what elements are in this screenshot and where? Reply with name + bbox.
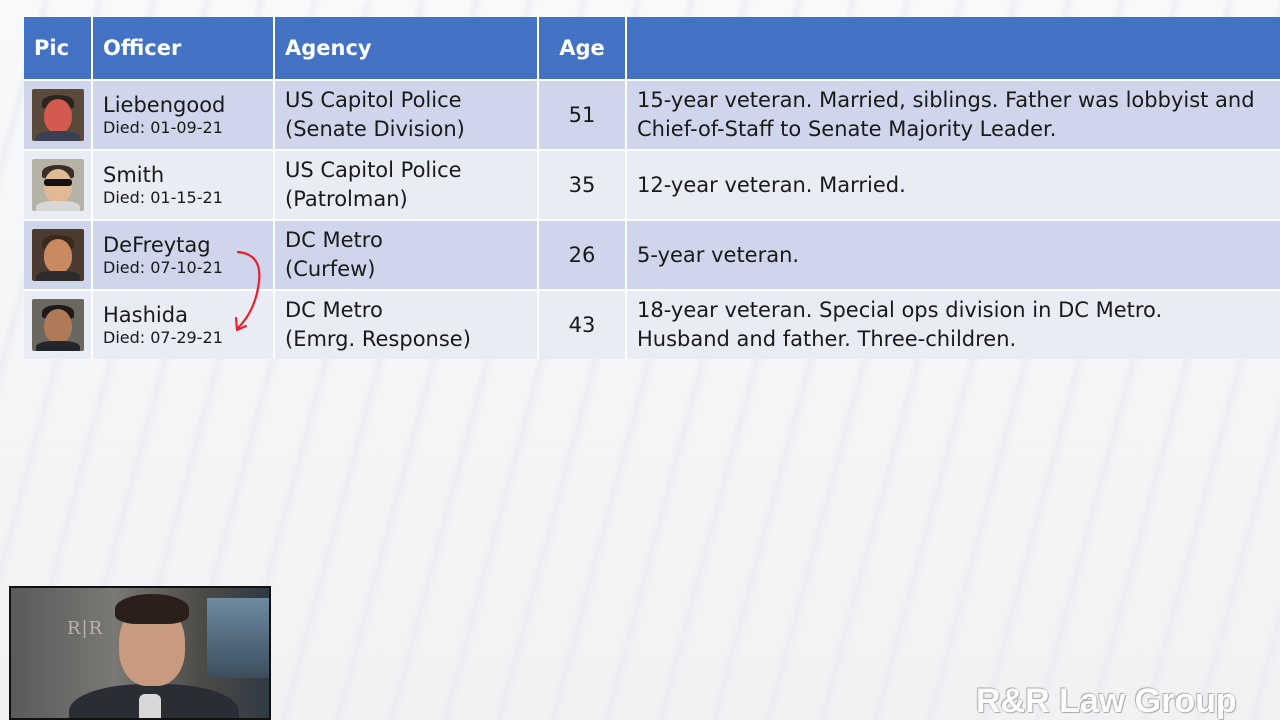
header-officer: Officer [92, 17, 274, 80]
agency-name: US Capitol Police [285, 158, 462, 182]
microphone-icon [139, 694, 161, 720]
notes-line: 18-year veteran. Special ops division in DC Metro. [637, 298, 1163, 322]
agency-division: (Patrolman) [285, 187, 408, 211]
officer-died-date: Died: 07-10-21 [103, 258, 223, 277]
header-age: Age [538, 17, 626, 80]
notes-cell [626, 290, 1280, 359]
agency-division: (Curfew) [285, 257, 376, 281]
webcam-window [207, 598, 271, 678]
agency-division: (Senate Division) [285, 117, 465, 141]
officer-name: Smith [103, 163, 165, 187]
officer-cell [92, 150, 274, 220]
officer-photo-liebengood [32, 89, 84, 141]
header-agency: Agency [274, 17, 538, 80]
age-cell: 43 [538, 290, 626, 359]
table-header-row [24, 17, 1280, 80]
officer-cell [92, 290, 274, 359]
agency-name: US Capitol Police [285, 88, 462, 112]
officer-died-date: Died: 01-15-21 [103, 188, 223, 207]
agency-name: DC Metro [285, 228, 383, 252]
table-row [24, 290, 1280, 359]
officer-died-date: Died: 07-29-21 [103, 328, 223, 347]
officer-photo-defreytag [32, 229, 84, 281]
pic-cell [24, 290, 92, 359]
notes-cell [626, 220, 1280, 290]
pic-cell [24, 150, 92, 220]
age-cell: 51 [538, 80, 626, 150]
officer-photo-smith [32, 159, 84, 211]
notes-line: Husband and father. Three-children. [637, 327, 1017, 351]
notes-cell [626, 80, 1280, 150]
notes-line: 15-year veteran. Married, siblings. Father was lobbyist and [637, 88, 1255, 112]
watermark-logo: R&R Law Group [976, 682, 1237, 720]
officer-name: Liebengood [103, 93, 226, 117]
pic-cell [24, 80, 92, 150]
header-pic: Pic [24, 17, 92, 80]
presenter-hair [115, 594, 189, 624]
table-row [24, 220, 1280, 290]
officer-name: Hashida [103, 303, 188, 327]
pic-cell [24, 220, 92, 290]
webcam-backdrop-logo: R|R [67, 618, 104, 639]
presenter-webcam [9, 586, 271, 720]
table-row [24, 150, 1280, 220]
notes-line: 5-year veteran. [637, 242, 800, 267]
notes-cell [626, 150, 1280, 220]
officer-died-date: Died: 01-09-21 [103, 118, 223, 137]
agency-name: DC Metro [285, 298, 383, 322]
agency-cell [274, 80, 538, 150]
age-cell: 26 [538, 220, 626, 290]
officers-table [24, 17, 1280, 359]
table-row [24, 80, 1280, 150]
agency-division: (Emrg. Response) [285, 327, 471, 351]
header-notes [626, 17, 1280, 80]
agency-cell [274, 290, 538, 359]
officer-cell [92, 220, 274, 290]
agency-cell [274, 220, 538, 290]
officer-name: DeFreytag [103, 233, 211, 257]
age-cell: 35 [538, 150, 626, 220]
notes-line: 12-year veteran. Married. [637, 172, 906, 197]
notes-line: Chief-of-Staff to Senate Majority Leader. [637, 117, 1057, 141]
agency-cell [274, 150, 538, 220]
officer-photo-hashida [32, 299, 84, 351]
officer-cell [92, 80, 274, 150]
officers-table-container [24, 17, 1280, 359]
